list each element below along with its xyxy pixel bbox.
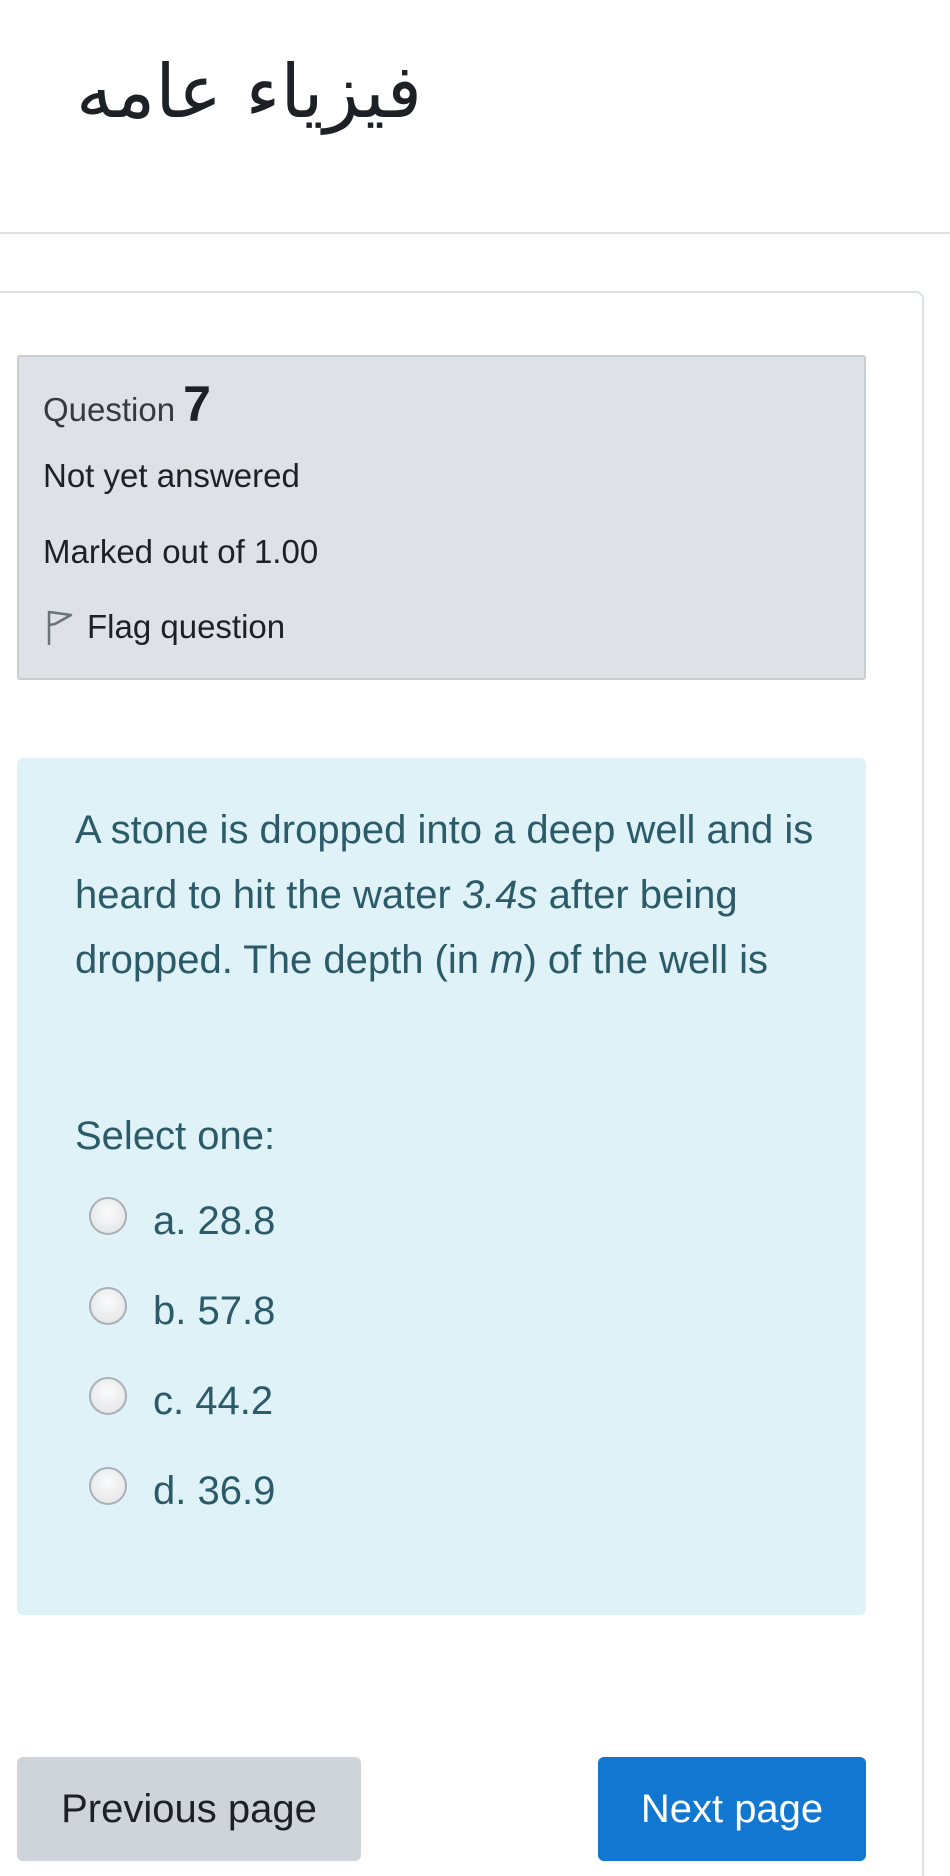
answer-option-d[interactable]: [89, 1463, 276, 1513]
question-label: Question: [43, 391, 176, 428]
radio-unchecked-icon[interactable]: [89, 1287, 127, 1325]
question-text-part1: A stone is dropped into a deep well and is heard to hit the water: [75, 808, 814, 917]
radio-unchecked-icon[interactable]: [89, 1377, 127, 1415]
course-title: فيزياء عامه: [75, 49, 422, 135]
radio-unchecked-icon[interactable]: [89, 1467, 127, 1505]
question-grade: Marked out of 1.00: [43, 533, 319, 570]
question-info-panel: [17, 355, 866, 680]
flag-icon: [43, 607, 75, 647]
answer-option-b[interactable]: [89, 1283, 276, 1333]
question-unit: m: [490, 938, 524, 982]
answer-option-label: c. 44.2: [153, 1379, 274, 1423]
question-text-part2: after being dropped. The depth (in: [75, 873, 738, 982]
question-number-heading: [43, 375, 211, 433]
question-text-part3: ) of the well is: [523, 938, 768, 982]
flag-question-link[interactable]: [43, 607, 285, 647]
question-content: [17, 758, 866, 1615]
question-number: 7: [183, 376, 211, 432]
next-page-button[interactable]: Next page: [598, 1757, 866, 1861]
answer-option-label: b. 57.8: [153, 1289, 276, 1333]
previous-page-button[interactable]: Previous page: [17, 1757, 361, 1861]
question-state: Not yet answered: [43, 457, 300, 494]
flag-question-label: Flag question: [87, 608, 286, 645]
answer-option-a[interactable]: [89, 1193, 276, 1243]
radio-unchecked-icon[interactable]: [89, 1197, 127, 1235]
answer-option-label: a. 28.8: [153, 1199, 276, 1243]
answer-option-c[interactable]: [89, 1373, 274, 1423]
page-header: [0, 0, 950, 234]
answer-option-label: d. 36.9: [153, 1469, 276, 1513]
question-text: [75, 798, 835, 993]
select-one-prompt: Select one:: [75, 1114, 276, 1158]
question-time-value: 3.4s: [461, 873, 538, 917]
